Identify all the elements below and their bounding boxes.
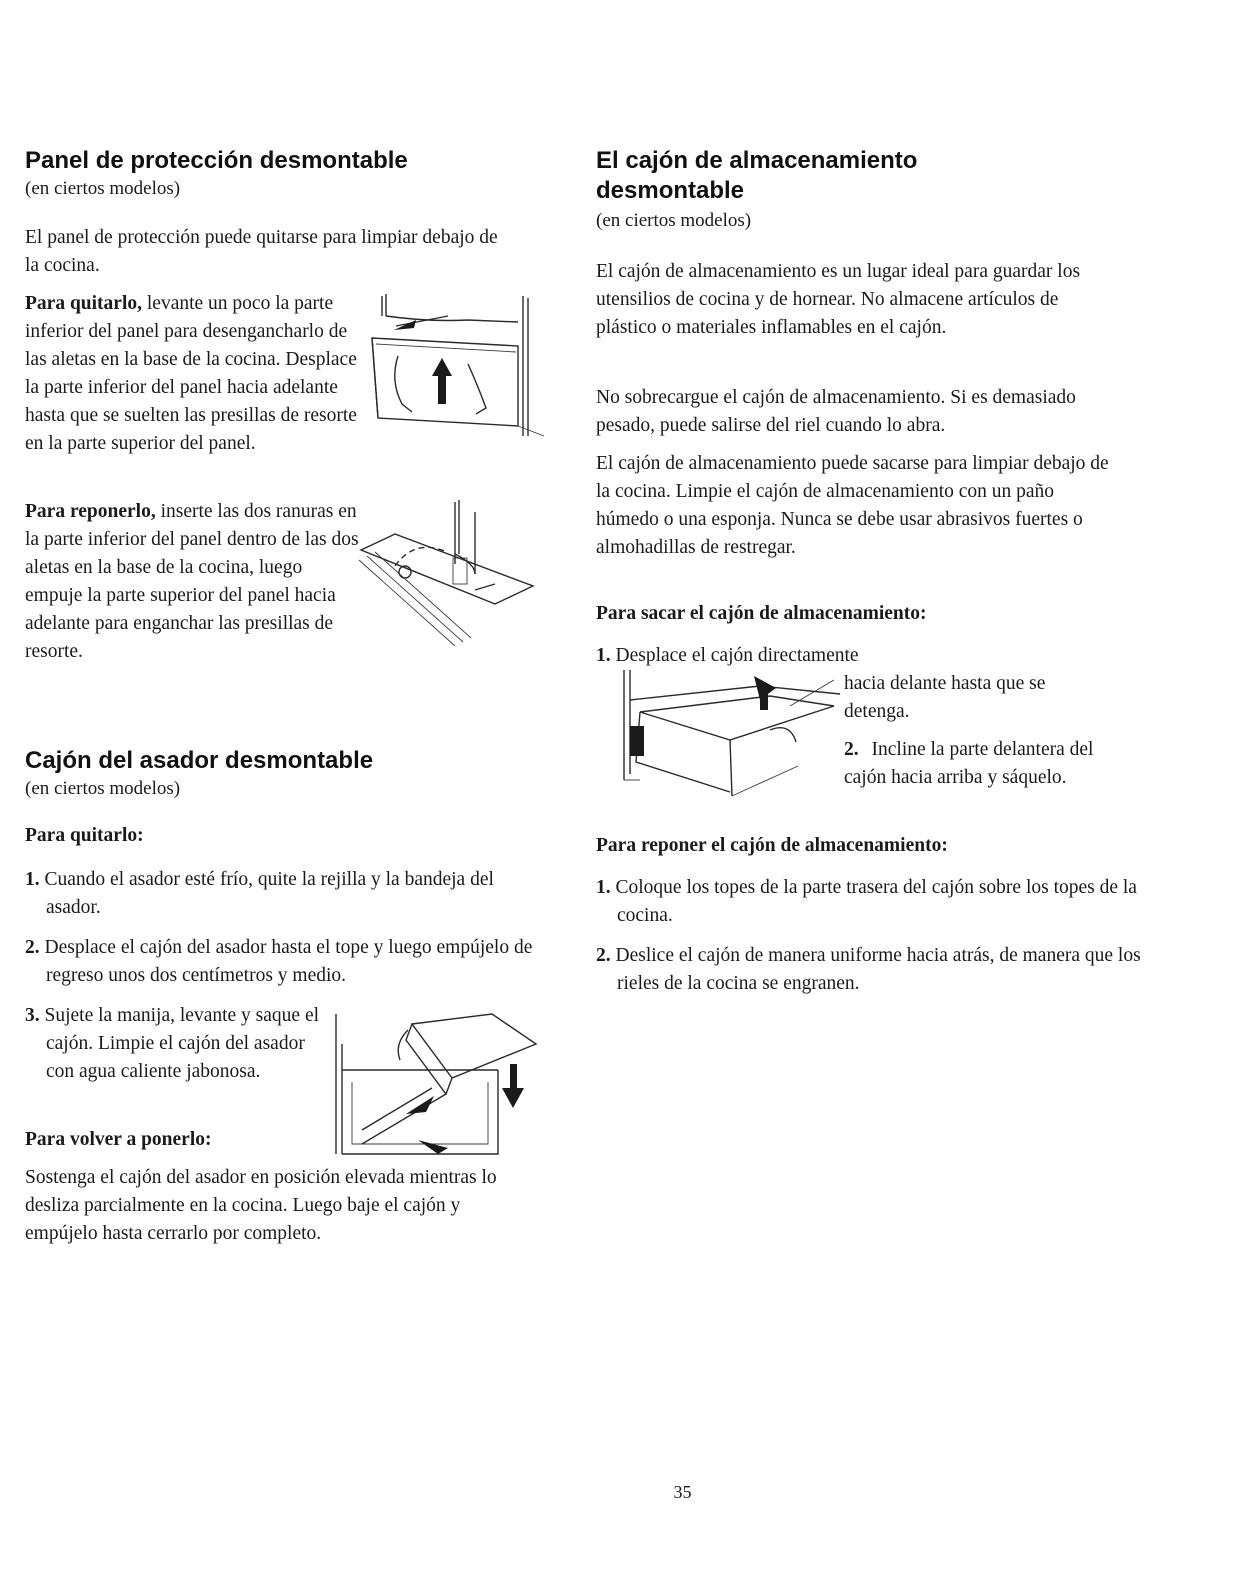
panel-replace-text: inserte las dos ranuras en la parte inferior del panel dentro de las dos aletas en la base de la cocina, luego empuje la parte superior del panel hacia adelante para enganchar las presillas de resorte. [25,501,359,662]
broiler-subtitle: (en ciertos modelos) [25,778,181,799]
storage-para-2: No sobrecargue el cajón de almacenamiento. Si es demasiado pesado, puede salirse del riel cuando lo abra. [596,387,1076,436]
panel-replace-illustration [355,494,545,654]
broiler-replace-title: Para volver a ponerlo: [25,1129,212,1150]
storage-subtitle: (en ciertos modelos) [596,210,752,231]
broiler-remove-title: Para quitarlo: [25,825,144,846]
storage-para-1: El cajón de almacenamiento es un lugar ideal para guardar los utensilios de cocina y de hornear. No almacene artículos de plástico o materiales inflamables en el cajón. [596,261,1081,338]
storage-replace-title: Para reponer el cajón de almacenamiento: [596,835,948,856]
panel-heading: Panel de protección desmontable [25,147,408,174]
storage-remove-step-2: 2. Incline la parte delantera del cajón hacia arriba y sáquelo. [844,739,1094,788]
storage-remove-title: Para sacar el cajón de almacenamiento: [596,603,927,624]
broiler-replace-text: Sostenga el cajón del asador en posición elevada mientras lo desliza parcialmente en la cocina. Luego baje el cajón y empújelo hasta cerrarlo por completo. [25,1167,497,1244]
broiler-step-2: 2. Desplace el cajón del asador hasta el tope y luego empújelo de regreso unos dos centímetros y medio. [25,937,533,986]
storage-remove-step-1-cont: hacia delante hasta que se detenga. [844,673,1046,722]
page-number: 35 [673,1482,692,1502]
storage-heading-line1: El cajón de almacenamiento [596,147,918,174]
storage-heading-line2: desmontable [596,177,745,204]
panel-remove-text: levante un poco la parte inferior del panel para desengancharlo de las aletas en la base de la cocina. Desplace la parte inferior del panel hacia adelante hasta que se suelten las presillas de resorte en la parte superior del panel. [25,293,357,454]
panel-replace-paragraph [25,498,360,666]
panel-intro: El panel de protección puede quitarse para limpiar debajo de la cocina. [25,227,498,276]
broiler-step-3: 3. Sujete la manija, levante y saque el cajón. Limpie el cajón del asador con agua caliente jabonosa. [25,1005,320,1082]
storage-remove-step-1: 1. Desplace el cajón directamente [596,645,859,666]
storage-replace-step-1: 1. Coloque los topes de la parte trasera del cajón sobre los topes de la cocina. [596,877,1137,926]
broiler-heading: Cajón del asador desmontable [25,747,374,774]
panel-replace-label: Para reponerlo, [25,501,156,522]
broiler-step-1: 1. Cuando el asador esté frío, quite la rejilla y la bandeja del asador. [25,869,494,918]
panel-remove-label: Para quitarlo, [25,293,142,314]
storage-replace-step-2: 2. Deslice el cajón de manera uniforme hacia atrás, de manera que los rieles de la cocina se engranen. [596,945,1141,994]
storage-drawer-illustration [620,670,842,800]
panel-removal-illustration [368,286,546,446]
broiler-drawer-illustration [322,1004,542,1160]
storage-para-3: El cajón de almacenamiento puede sacarse para limpiar debajo de la cocina. Limpie el cajón de almacenamiento con un paño húmedo o una esponja. Nunca se debe usar abrasivos fuertes o almohadillas de restregar. [596,453,1109,558]
panel-remove-paragraph [25,290,373,458]
panel-subtitle: (en ciertos modelos) [25,178,181,199]
